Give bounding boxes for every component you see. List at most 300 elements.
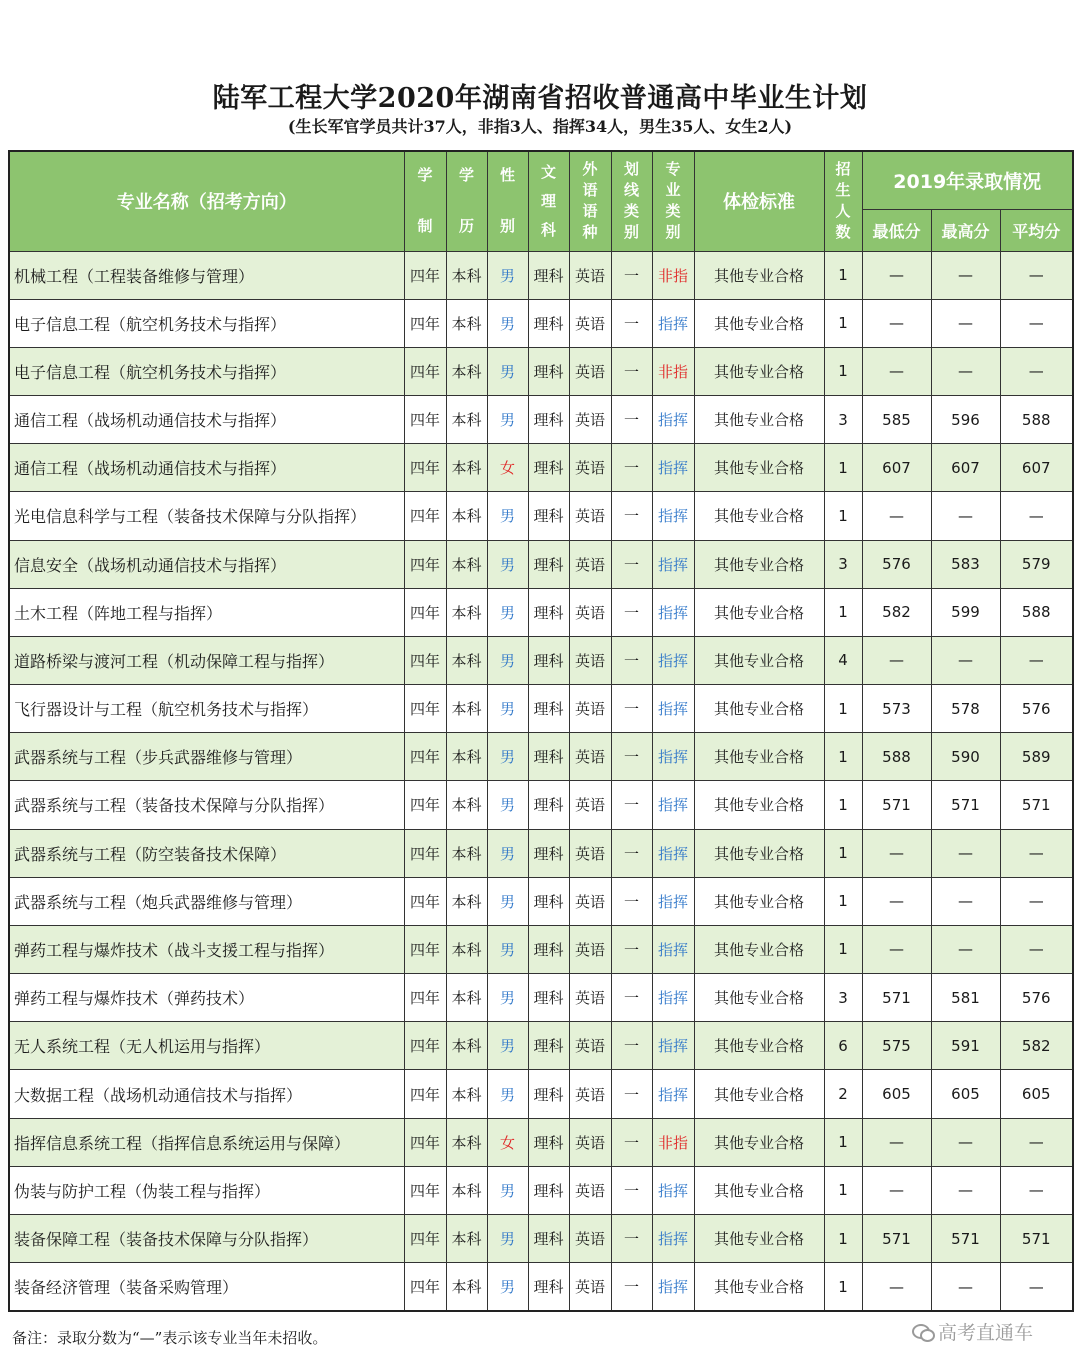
- gender-cell: 男: [487, 492, 528, 540]
- physical-cell: 其他专业合格: [694, 829, 824, 877]
- track-cell: 理科: [528, 347, 569, 395]
- physical-cell: 其他专业合格: [694, 925, 824, 973]
- line-category-cell: 一: [611, 588, 652, 636]
- watermark: [912, 1318, 1033, 1345]
- physical-cell: 其他专业合格: [694, 781, 824, 829]
- gender-cell: 男: [487, 685, 528, 733]
- track-cell: 理科: [528, 1118, 569, 1166]
- quota-cell: 1: [824, 829, 862, 877]
- duration-cell: 四年: [404, 347, 446, 395]
- duration-cell: 四年: [404, 1214, 446, 1262]
- avg-score-cell: —: [1000, 299, 1073, 347]
- language-cell: 英语: [569, 877, 611, 925]
- header-degree: 学 历: [446, 151, 487, 251]
- enrollment-plan-table: [8, 150, 1074, 1312]
- line-category-cell: 一: [611, 347, 652, 395]
- language-cell: 英语: [569, 925, 611, 973]
- avg-score-cell: 589: [1000, 733, 1073, 781]
- max-score-cell: —: [931, 1166, 1000, 1214]
- quota-cell: 6: [824, 1022, 862, 1070]
- gender-cell: 女: [487, 444, 528, 492]
- max-score-cell: —: [931, 251, 1000, 299]
- degree-cell: 本科: [446, 829, 487, 877]
- language-cell: 英语: [569, 347, 611, 395]
- avg-score-cell: 576: [1000, 685, 1073, 733]
- language-cell: 英语: [569, 444, 611, 492]
- gender-cell: 男: [487, 1166, 528, 1214]
- duration-cell: 四年: [404, 1118, 446, 1166]
- degree-cell: 本科: [446, 925, 487, 973]
- major-cell: 指挥信息系统工程（指挥信息系统运用与保障）: [9, 1118, 404, 1166]
- max-score-cell: 590: [931, 733, 1000, 781]
- quota-cell: 1: [824, 1263, 862, 1311]
- quota-cell: 1: [824, 299, 862, 347]
- min-score-cell: —: [862, 877, 931, 925]
- min-score-cell: 576: [862, 540, 931, 588]
- avg-score-cell: 571: [1000, 781, 1073, 829]
- track-cell: 理科: [528, 877, 569, 925]
- gender-cell: 男: [487, 974, 528, 1022]
- duration-cell: 四年: [404, 733, 446, 781]
- major-category-cell: 指挥: [652, 636, 694, 684]
- avg-score-cell: —: [1000, 636, 1073, 684]
- gender-cell: 男: [487, 877, 528, 925]
- major-category-cell: 指挥: [652, 974, 694, 1022]
- major-category-cell: 非指: [652, 1118, 694, 1166]
- header-major-category: 专 业 类 别: [652, 151, 694, 251]
- major-category-cell: 指挥: [652, 444, 694, 492]
- language-cell: 英语: [569, 1118, 611, 1166]
- max-score-cell: —: [931, 1118, 1000, 1166]
- physical-cell: 其他专业合格: [694, 1166, 824, 1214]
- line-category-cell: 一: [611, 1166, 652, 1214]
- physical-cell: 其他专业合格: [694, 251, 824, 299]
- major-cell: 弹药工程与爆炸技术（战斗支援工程与指挥）: [9, 925, 404, 973]
- language-cell: 英语: [569, 781, 611, 829]
- degree-cell: 本科: [446, 1166, 487, 1214]
- line-category-cell: 一: [611, 444, 652, 492]
- header-min-score: 最低分: [862, 209, 931, 251]
- major-category-cell: 指挥: [652, 396, 694, 444]
- avg-score-cell: —: [1000, 1263, 1073, 1311]
- physical-cell: 其他专业合格: [694, 299, 824, 347]
- header-quota: 招 生 人 数: [824, 151, 862, 251]
- duration-cell: 四年: [404, 396, 446, 444]
- table-row: [9, 733, 1073, 781]
- physical-cell: 其他专业合格: [694, 588, 824, 636]
- footnote: 备注：录取分数为“—”表示该专业当年未招收。: [12, 1329, 328, 1347]
- min-score-cell: —: [862, 347, 931, 395]
- duration-cell: 四年: [404, 540, 446, 588]
- track-cell: 理科: [528, 540, 569, 588]
- degree-cell: 本科: [446, 974, 487, 1022]
- header-line-category: 划 线 类 别: [611, 151, 652, 251]
- duration-cell: 四年: [404, 492, 446, 540]
- min-score-cell: 585: [862, 396, 931, 444]
- gender-cell: 男: [487, 829, 528, 877]
- quota-cell: 1: [824, 1214, 862, 1262]
- avg-score-cell: 576: [1000, 974, 1073, 1022]
- line-category-cell: 一: [611, 974, 652, 1022]
- duration-cell: 四年: [404, 781, 446, 829]
- max-score-cell: —: [931, 877, 1000, 925]
- physical-cell: 其他专业合格: [694, 347, 824, 395]
- physical-cell: 其他专业合格: [694, 636, 824, 684]
- quota-cell: 1: [824, 251, 862, 299]
- language-cell: 英语: [569, 1070, 611, 1118]
- table-row: [9, 396, 1073, 444]
- quota-cell: 1: [824, 1118, 862, 1166]
- max-score-cell: —: [931, 636, 1000, 684]
- avg-score-cell: 588: [1000, 396, 1073, 444]
- quota-cell: 1: [824, 685, 862, 733]
- max-score-cell: —: [931, 299, 1000, 347]
- max-score-cell: 591: [931, 1022, 1000, 1070]
- major-category-cell: 指挥: [652, 299, 694, 347]
- table-row: [9, 829, 1073, 877]
- table-row: [9, 251, 1073, 299]
- major-category-cell: 指挥: [652, 685, 694, 733]
- header-duration: 学 制: [404, 151, 446, 251]
- major-cell: 伪装与防护工程（伪装工程与指挥）: [9, 1166, 404, 1214]
- page-title: 陆军工程大学2020年湖南省招收普通高中毕业生计划: [212, 83, 868, 114]
- duration-cell: 四年: [404, 1166, 446, 1214]
- avg-score-cell: 607: [1000, 444, 1073, 492]
- max-score-cell: 607: [931, 444, 1000, 492]
- min-score-cell: 582: [862, 588, 931, 636]
- major-cell: 弹药工程与爆炸技术（弹药技术）: [9, 974, 404, 1022]
- avg-score-cell: 571: [1000, 1214, 1073, 1262]
- quota-cell: 1: [824, 588, 862, 636]
- major-cell: 武器系统与工程（防空装备技术保障）: [9, 829, 404, 877]
- major-category-cell: 非指: [652, 251, 694, 299]
- avg-score-cell: —: [1000, 347, 1073, 395]
- table-row: [9, 685, 1073, 733]
- table-row: [9, 877, 1073, 925]
- table-row: [9, 492, 1073, 540]
- major-category-cell: 非指: [652, 347, 694, 395]
- max-score-cell: —: [931, 347, 1000, 395]
- avg-score-cell: —: [1000, 829, 1073, 877]
- table-row: [9, 974, 1073, 1022]
- table-row: [9, 1166, 1073, 1214]
- avg-score-cell: —: [1000, 1166, 1073, 1214]
- major-cell: 装备经济管理（装备采购管理）: [9, 1263, 404, 1311]
- min-score-cell: —: [862, 1118, 931, 1166]
- degree-cell: 本科: [446, 685, 487, 733]
- avg-score-cell: —: [1000, 251, 1073, 299]
- degree-cell: 本科: [446, 781, 487, 829]
- major-category-cell: 指挥: [652, 1070, 694, 1118]
- gender-cell: 女: [487, 1118, 528, 1166]
- language-cell: 英语: [569, 829, 611, 877]
- track-cell: 理科: [528, 1214, 569, 1262]
- degree-cell: 本科: [446, 1022, 487, 1070]
- language-cell: 英语: [569, 540, 611, 588]
- duration-cell: 四年: [404, 588, 446, 636]
- degree-cell: 本科: [446, 1070, 487, 1118]
- line-category-cell: 一: [611, 299, 652, 347]
- line-category-cell: 一: [611, 636, 652, 684]
- gender-cell: 男: [487, 396, 528, 444]
- duration-cell: 四年: [404, 1263, 446, 1311]
- max-score-cell: 578: [931, 685, 1000, 733]
- duration-cell: 四年: [404, 974, 446, 1022]
- min-score-cell: 605: [862, 1070, 931, 1118]
- physical-cell: 其他专业合格: [694, 733, 824, 781]
- major-cell: 无人系统工程（无人机运用与指挥）: [9, 1022, 404, 1070]
- duration-cell: 四年: [404, 251, 446, 299]
- min-score-cell: 571: [862, 1214, 931, 1262]
- max-score-cell: 581: [931, 974, 1000, 1022]
- table-row: [9, 925, 1073, 973]
- major-cell: 武器系统与工程（炮兵武器维修与管理）: [9, 877, 404, 925]
- gender-cell: 男: [487, 925, 528, 973]
- avg-score-cell: —: [1000, 1118, 1073, 1166]
- degree-cell: 本科: [446, 1214, 487, 1262]
- degree-cell: 本科: [446, 1118, 487, 1166]
- wechat-icon: [912, 1323, 934, 1341]
- header-max-score: 最高分: [931, 209, 1000, 251]
- max-score-cell: —: [931, 829, 1000, 877]
- major-cell: 机械工程（工程装备维修与管理）: [9, 251, 404, 299]
- degree-cell: 本科: [446, 540, 487, 588]
- min-score-cell: —: [862, 1263, 931, 1311]
- max-score-cell: —: [931, 1263, 1000, 1311]
- track-cell: 理科: [528, 588, 569, 636]
- major-category-cell: 指挥: [652, 540, 694, 588]
- avg-score-cell: 579: [1000, 540, 1073, 588]
- major-cell: 道路桥梁与渡河工程（机动保障工程与指挥）: [9, 636, 404, 684]
- major-cell: 土木工程（阵地工程与指挥）: [9, 588, 404, 636]
- track-cell: 理科: [528, 1263, 569, 1311]
- header-avg-score: 平均分: [1000, 209, 1073, 251]
- quota-cell: 1: [824, 444, 862, 492]
- physical-cell: 其他专业合格: [694, 396, 824, 444]
- track-cell: 理科: [528, 685, 569, 733]
- track-cell: 理科: [528, 974, 569, 1022]
- language-cell: 英语: [569, 492, 611, 540]
- avg-score-cell: —: [1000, 492, 1073, 540]
- track-cell: 理科: [528, 396, 569, 444]
- degree-cell: 本科: [446, 588, 487, 636]
- major-category-cell: 指挥: [652, 781, 694, 829]
- avg-score-cell: 588: [1000, 588, 1073, 636]
- physical-cell: 其他专业合格: [694, 1263, 824, 1311]
- gender-cell: 男: [487, 588, 528, 636]
- line-category-cell: 一: [611, 829, 652, 877]
- quota-cell: 1: [824, 347, 862, 395]
- min-score-cell: —: [862, 925, 931, 973]
- max-score-cell: 571: [931, 1214, 1000, 1262]
- track-cell: 理科: [528, 1166, 569, 1214]
- major-category-cell: 指挥: [652, 877, 694, 925]
- language-cell: 英语: [569, 636, 611, 684]
- quota-cell: 3: [824, 396, 862, 444]
- major-cell: 通信工程（战场机动通信技术与指挥）: [9, 396, 404, 444]
- max-score-cell: 599: [931, 588, 1000, 636]
- language-cell: 英语: [569, 974, 611, 1022]
- major-category-cell: 指挥: [652, 1214, 694, 1262]
- quota-cell: 3: [824, 540, 862, 588]
- major-category-cell: 指挥: [652, 1022, 694, 1070]
- physical-cell: 其他专业合格: [694, 1118, 824, 1166]
- min-score-cell: 607: [862, 444, 931, 492]
- header-major: 专业名称（招考方向）: [9, 151, 404, 251]
- table-row: [9, 636, 1073, 684]
- gender-cell: 男: [487, 299, 528, 347]
- header-language: 外 语 语 种: [569, 151, 611, 251]
- gender-cell: 男: [487, 251, 528, 299]
- language-cell: 英语: [569, 1022, 611, 1070]
- quota-cell: 3: [824, 974, 862, 1022]
- physical-cell: 其他专业合格: [694, 1214, 824, 1262]
- duration-cell: 四年: [404, 1070, 446, 1118]
- min-score-cell: 571: [862, 974, 931, 1022]
- line-category-cell: 一: [611, 1214, 652, 1262]
- major-category-cell: 指挥: [652, 588, 694, 636]
- gender-cell: 男: [487, 1263, 528, 1311]
- duration-cell: 四年: [404, 1022, 446, 1070]
- language-cell: 英语: [569, 1263, 611, 1311]
- table-row: [9, 347, 1073, 395]
- track-cell: 理科: [528, 925, 569, 973]
- gender-cell: 男: [487, 733, 528, 781]
- min-score-cell: —: [862, 492, 931, 540]
- major-category-cell: 指挥: [652, 492, 694, 540]
- degree-cell: 本科: [446, 492, 487, 540]
- major-cell: 大数据工程（战场机动通信技术与指挥）: [9, 1070, 404, 1118]
- line-category-cell: 一: [611, 492, 652, 540]
- track-cell: 理科: [528, 444, 569, 492]
- quota-cell: 1: [824, 877, 862, 925]
- line-category-cell: 一: [611, 733, 652, 781]
- table-row: [9, 588, 1073, 636]
- page-subtitle: (生长军官学员共计37人，非指3人、指挥34人，男生35人、女生2人): [287, 117, 793, 136]
- table-body: [9, 251, 1073, 1311]
- max-score-cell: —: [931, 492, 1000, 540]
- gender-cell: 男: [487, 1214, 528, 1262]
- line-category-cell: 一: [611, 925, 652, 973]
- physical-cell: 其他专业合格: [694, 540, 824, 588]
- track-cell: 理科: [528, 733, 569, 781]
- watermark-text: 高考直通车: [938, 1322, 1034, 1344]
- quota-cell: 1: [824, 781, 862, 829]
- physical-cell: 其他专业合格: [694, 1070, 824, 1118]
- header-track: 文 理 科: [528, 151, 569, 251]
- quota-cell: 1: [824, 733, 862, 781]
- min-score-cell: —: [862, 251, 931, 299]
- min-score-cell: —: [862, 1166, 931, 1214]
- track-cell: 理科: [528, 299, 569, 347]
- max-score-cell: 583: [931, 540, 1000, 588]
- avg-score-cell: —: [1000, 877, 1073, 925]
- language-cell: 英语: [569, 1166, 611, 1214]
- line-category-cell: 一: [611, 1263, 652, 1311]
- line-category-cell: 一: [611, 540, 652, 588]
- line-category-cell: 一: [611, 1070, 652, 1118]
- track-cell: 理科: [528, 781, 569, 829]
- line-category-cell: 一: [611, 1118, 652, 1166]
- gender-cell: 男: [487, 1022, 528, 1070]
- duration-cell: 四年: [404, 299, 446, 347]
- language-cell: 英语: [569, 299, 611, 347]
- min-score-cell: 571: [862, 781, 931, 829]
- table-row: [9, 444, 1073, 492]
- table-row: [9, 1263, 1073, 1311]
- line-category-cell: 一: [611, 251, 652, 299]
- physical-cell: 其他专业合格: [694, 444, 824, 492]
- language-cell: 英语: [569, 588, 611, 636]
- track-cell: 理科: [528, 829, 569, 877]
- line-category-cell: 一: [611, 685, 652, 733]
- quota-cell: 2: [824, 1070, 862, 1118]
- physical-cell: 其他专业合格: [694, 974, 824, 1022]
- max-score-cell: 605: [931, 1070, 1000, 1118]
- major-category-cell: 指挥: [652, 733, 694, 781]
- degree-cell: 本科: [446, 733, 487, 781]
- min-score-cell: —: [862, 299, 931, 347]
- header-physical: 体检标准: [694, 151, 824, 251]
- gender-cell: 男: [487, 636, 528, 684]
- major-category-cell: 指挥: [652, 1166, 694, 1214]
- duration-cell: 四年: [404, 685, 446, 733]
- duration-cell: 四年: [404, 877, 446, 925]
- gender-cell: 男: [487, 1070, 528, 1118]
- degree-cell: 本科: [446, 299, 487, 347]
- gender-cell: 男: [487, 540, 528, 588]
- major-category-cell: 指挥: [652, 829, 694, 877]
- degree-cell: 本科: [446, 444, 487, 492]
- table-row: [9, 781, 1073, 829]
- max-score-cell: —: [931, 925, 1000, 973]
- table-row: [9, 1022, 1073, 1070]
- physical-cell: 其他专业合格: [694, 685, 824, 733]
- table-row: [9, 540, 1073, 588]
- avg-score-cell: —: [1000, 925, 1073, 973]
- physical-cell: 其他专业合格: [694, 492, 824, 540]
- duration-cell: 四年: [404, 925, 446, 973]
- degree-cell: 本科: [446, 251, 487, 299]
- major-cell: 信息安全（战场机动通信技术与指挥）: [9, 540, 404, 588]
- duration-cell: 四年: [404, 444, 446, 492]
- quota-cell: 1: [824, 925, 862, 973]
- gender-cell: 男: [487, 781, 528, 829]
- major-cell: 装备保障工程（装备技术保障与分队指挥）: [9, 1214, 404, 1262]
- line-category-cell: 一: [611, 1022, 652, 1070]
- avg-score-cell: 605: [1000, 1070, 1073, 1118]
- language-cell: 英语: [569, 685, 611, 733]
- major-cell: 飞行器设计与工程（航空机务技术与指挥）: [9, 685, 404, 733]
- min-score-cell: 588: [862, 733, 931, 781]
- line-category-cell: 一: [611, 877, 652, 925]
- min-score-cell: 573: [862, 685, 931, 733]
- max-score-cell: 571: [931, 781, 1000, 829]
- table-row: [9, 1214, 1073, 1262]
- quota-cell: 1: [824, 492, 862, 540]
- track-cell: 理科: [528, 1022, 569, 1070]
- table-row: [9, 1070, 1073, 1118]
- track-cell: 理科: [528, 492, 569, 540]
- line-category-cell: 一: [611, 781, 652, 829]
- line-category-cell: 一: [611, 396, 652, 444]
- major-cell: 武器系统与工程（装备技术保障与分队指挥）: [9, 781, 404, 829]
- duration-cell: 四年: [404, 829, 446, 877]
- track-cell: 理科: [528, 1070, 569, 1118]
- degree-cell: 本科: [446, 396, 487, 444]
- major-cell: 光电信息科学与工程（装备技术保障与分队指挥）: [9, 492, 404, 540]
- language-cell: 英语: [569, 251, 611, 299]
